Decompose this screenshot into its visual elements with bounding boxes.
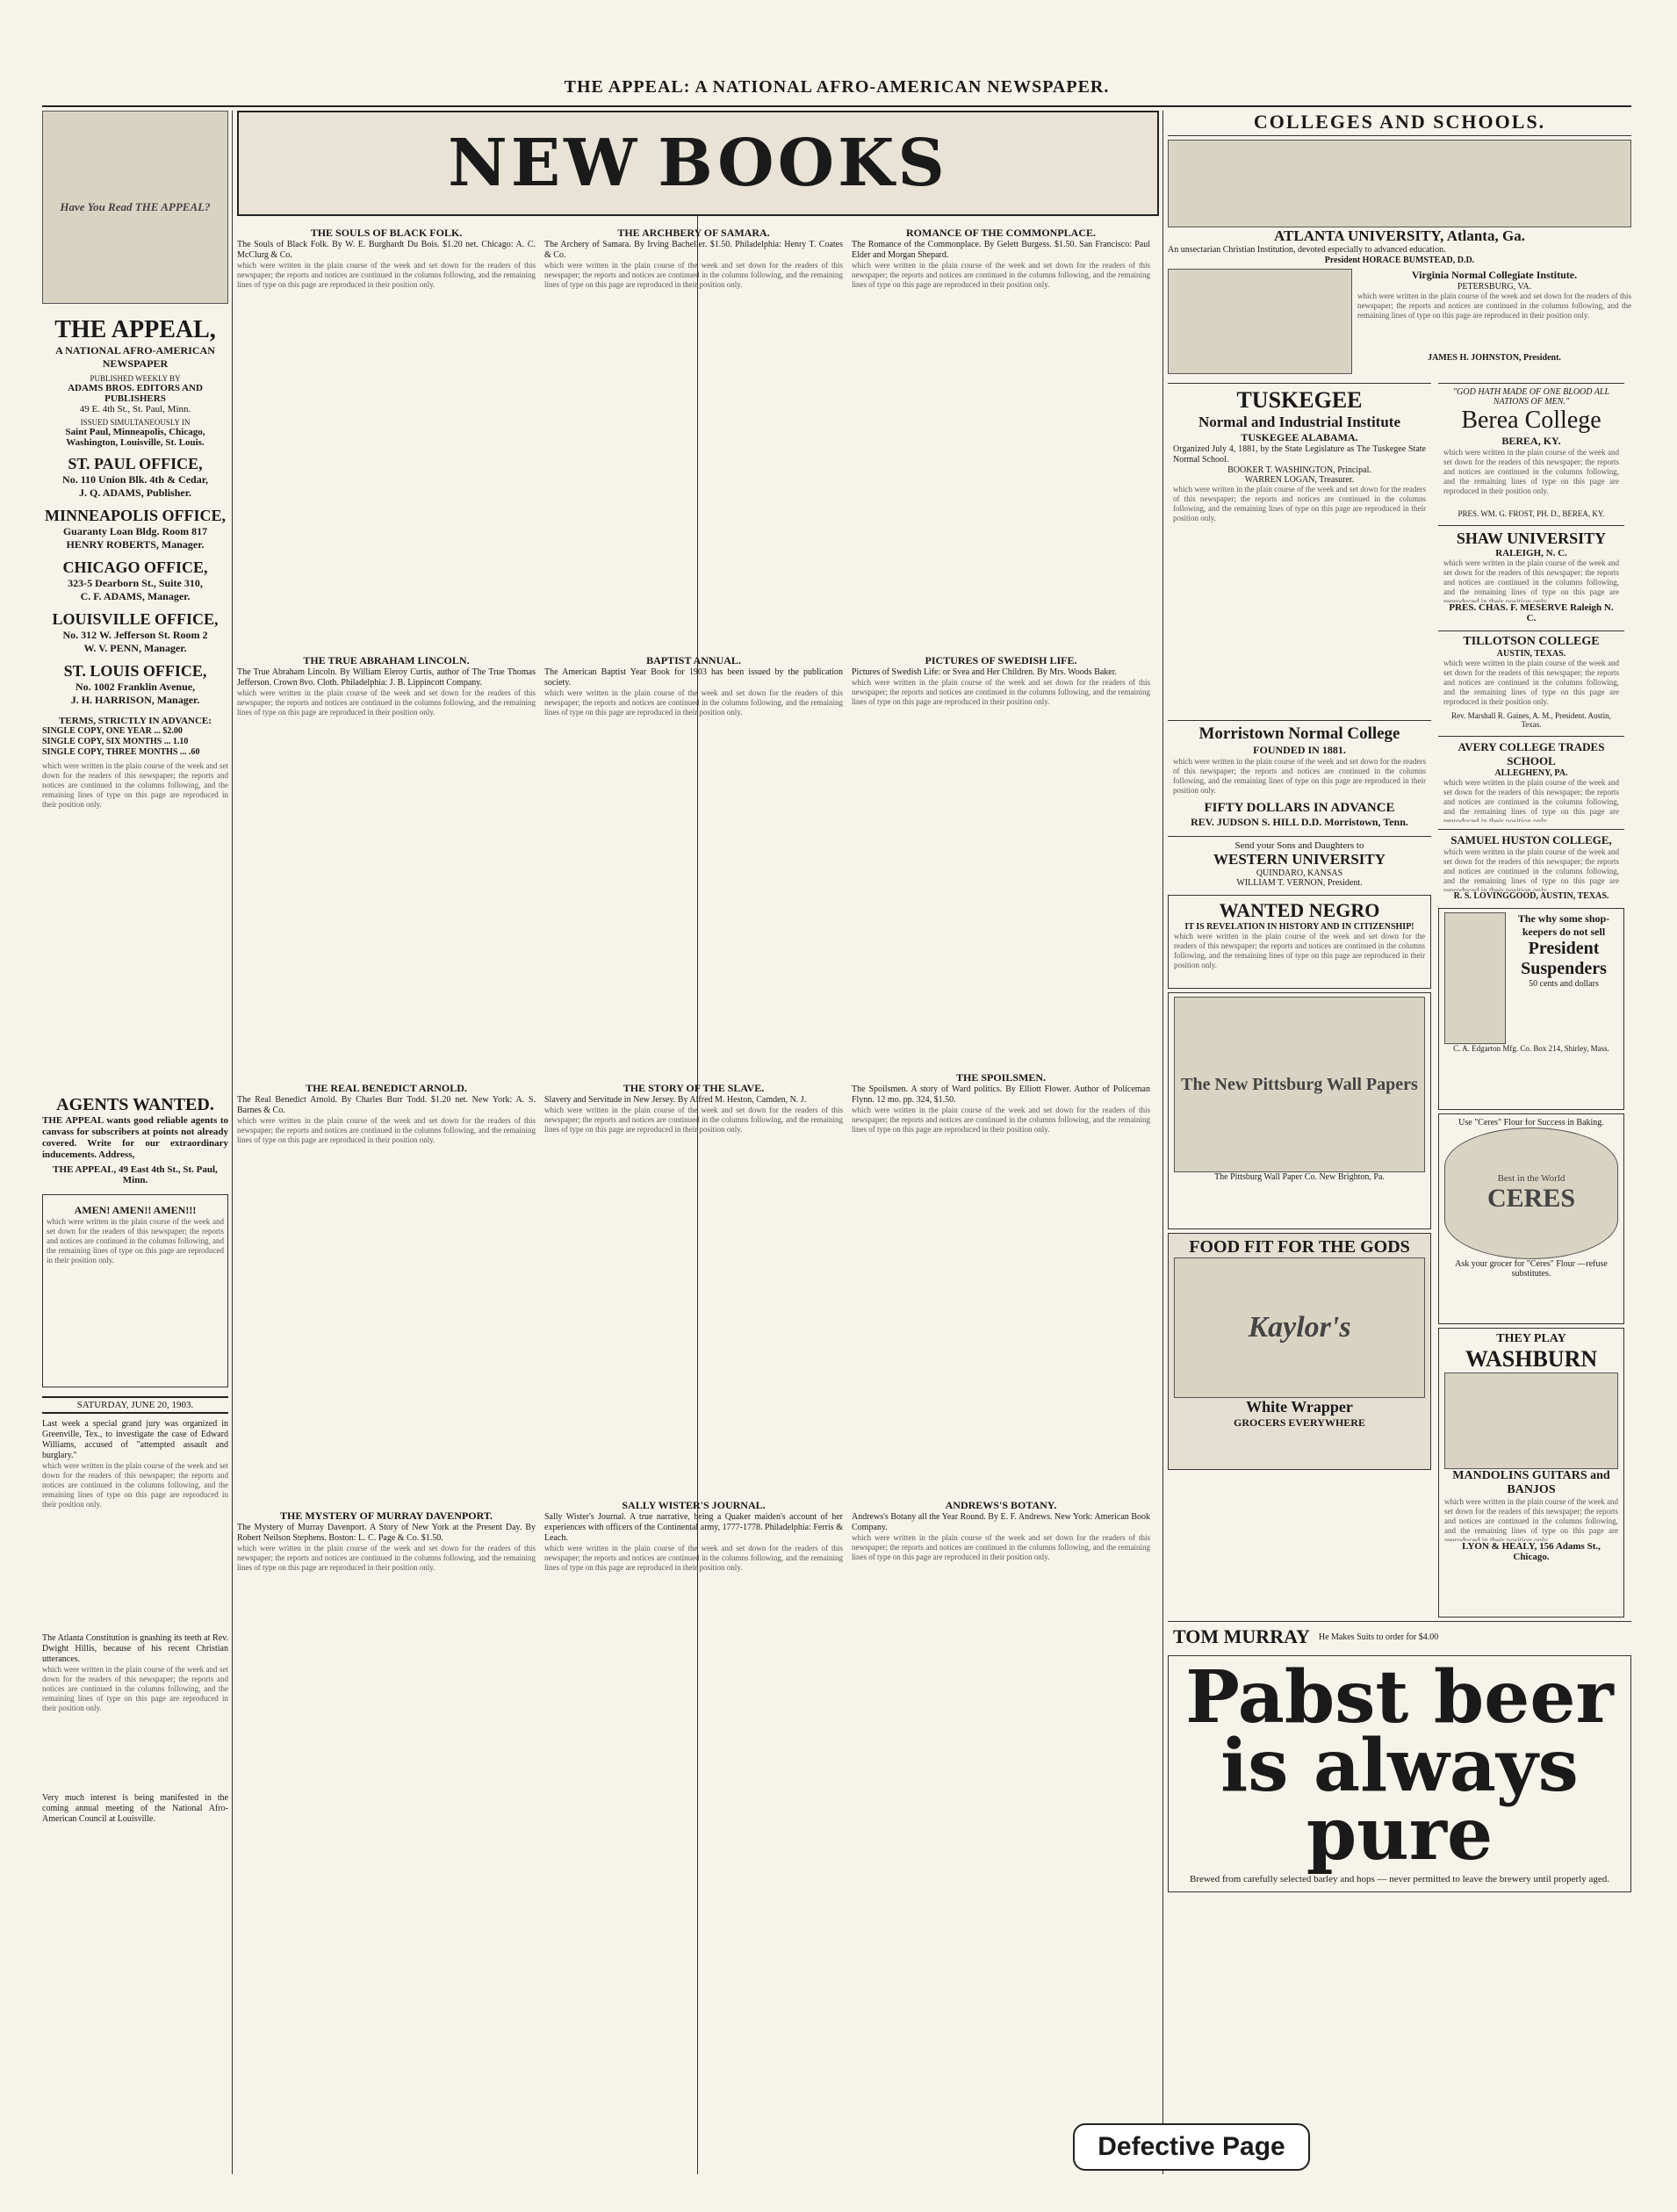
book-review-heading: THE ARCHBERY OF SAMARA.: [617, 227, 770, 239]
book-review-body: [852, 678, 1150, 1064]
kaylor-box-image: Kaylor's: [1174, 1257, 1425, 1398]
atlanta-text: An unsectarian Christian Institution, devoted especially to advanced education.: [1168, 245, 1446, 255]
amen-text: [47, 1217, 224, 1375]
western-lead: Send your Sons and Daughters to: [1234, 840, 1364, 851]
office-block: [42, 507, 228, 551]
ceres-foot: Ask your grocer for "Ceres" Flour —refuse substitutes.: [1455, 1259, 1608, 1279]
avery-text: [1443, 778, 1619, 822]
virginia-text: [1357, 292, 1631, 353]
book-review: [544, 227, 843, 647]
tuskegee-treasurer: WARREN LOGAN, Treasurer.: [1244, 475, 1355, 485]
pabst-foot: Brewed from carefully selected barley and hops — never permitted to leave the brewery until properly aged.: [1189, 1874, 1609, 1884]
office-name: LOUISVILLE OFFICE,: [52, 610, 219, 628]
issue-date: SATURDAY, JUNE 20, 1903.: [42, 1396, 228, 1414]
shaw-ad: [1438, 525, 1624, 627]
book-review-heading: THE TRUE ABRAHAM LINCOLN.: [303, 654, 470, 666]
wallpaper-ad: [1168, 992, 1431, 1229]
virginia-building-image: [1168, 269, 1352, 374]
office-address: No. 312 W. Jefferson St. Room 2: [62, 629, 208, 641]
book-review-body: [237, 1116, 536, 1502]
wallpaper-roll-image: [1174, 997, 1425, 1172]
office-address: No. 1002 Franklin Avenue,: [75, 681, 196, 693]
issued-cities: Saint Paul, Minneapolis, Chicago, Washington, Louisville, St. Louis.: [65, 427, 205, 448]
office-address: 323-5 Dearborn St., Suite 310,: [68, 577, 203, 589]
office-block: [42, 662, 228, 707]
book-review-lead: The Mystery of Murray Davenport. A Story of New York at the Present Day. By Robert Neilson Stephens. Boston: L. C. Page & Co. $1.50.: [237, 1523, 536, 1543]
column-rule: [1162, 111, 1163, 2174]
morristown-title: Morristown Normal College: [1198, 724, 1400, 743]
tillotson-place: AUSTIN, TEXAS.: [1496, 649, 1566, 659]
office-name: CHICAGO OFFICE,: [62, 558, 208, 576]
kaylor-foot: White Wrapper: [1246, 1398, 1353, 1416]
books-column: [544, 221, 843, 1937]
negro-title: WANTED NEGRO: [1219, 899, 1380, 921]
morristown-price: FIFTY DOLLARS IN ADVANCE: [1204, 801, 1395, 815]
office-manager: J. H. HARRISON, Manager.: [70, 694, 200, 706]
tuskegee-principal: BOOKER T. WASHINGTON, Principal.: [1227, 465, 1371, 475]
wallpaper-maker: The Pittsburg Wall Paper Co. New Brighton, Pa.: [1214, 1172, 1385, 1182]
book-review-body: [237, 1544, 536, 1930]
morristown-text: [1173, 757, 1426, 801]
office-list: [42, 455, 228, 707]
books-column: [852, 221, 1150, 1937]
virginia-place: PETERSBURG, VA.: [1457, 282, 1532, 292]
column-masthead-info: [42, 111, 228, 2174]
atlanta-president: President HORACE BUMSTEAD, D.D.: [1324, 256, 1475, 265]
morristown-president: REV. JUDSON S. HILL D.D. Morristown, Tenn.: [1191, 816, 1408, 828]
book-review-heading: THE SPOILSMEN.: [955, 1071, 1047, 1084]
huston-ad: [1438, 829, 1624, 904]
publishers: ADAMS BROS. EDITORS AND PUBLISHERS: [68, 383, 203, 404]
book-review-heading: THE REAL BENEDICT ARNOLD.: [306, 1082, 467, 1094]
book-review-lead: The Souls of Black Folk. By W. E. Burghardt Du Bois. $1.20 net. Chicago: A. C. McClurg & Co.: [237, 240, 536, 260]
book-review-body: [852, 1106, 1150, 1492]
washburn-maker: LYON & HEALY, 156 Adams St., Chicago.: [1462, 1541, 1601, 1562]
office-block: [42, 455, 228, 500]
book-review-body: [544, 1544, 843, 1930]
berea-place: BEREA, KY.: [1501, 435, 1561, 447]
avery-ad: [1438, 736, 1624, 825]
book-review-body: [237, 261, 536, 647]
office-block: [42, 610, 228, 655]
flour-barrel-image: [1444, 1128, 1618, 1259]
kaylor-ad: [1168, 1233, 1431, 1470]
tillotson-title: TILLOTSON COLLEGE: [1463, 635, 1600, 648]
agents-address: THE APPEAL, 49 East 4th St., St. Paul, Minn.: [53, 1164, 218, 1185]
suspenders-maker: C. A. Edgarton Mfg. Co. Box 214, Shirley, Mass.: [1453, 1044, 1609, 1053]
book-review-lead: Andrews's Botany all the Year Round. By E. F. Andrews. New York: American Book Company.: [852, 1512, 1150, 1532]
tuskegee-text: Organized July 4, 1881, by the State Legislature as The Tuskegee State Normal School.: [1173, 444, 1426, 465]
college-ads-grid: [1168, 379, 1631, 1618]
ceres-ad: [1438, 1113, 1624, 1324]
tillotson-ad: [1438, 630, 1624, 732]
publisher-address: 49 E. 4th St., St. Paul, Minn.: [79, 404, 191, 414]
book-review-heading: THE SOULS OF BLACK FOLK.: [310, 227, 463, 239]
negro-book-ad: [1168, 895, 1431, 989]
pabst-ad: [1168, 1655, 1631, 1892]
office-address: Guaranty Loan Bldg. Room 817: [62, 525, 208, 537]
berea-text: [1443, 448, 1619, 509]
pabst-line1: Pabst beer: [1185, 1655, 1614, 1740]
book-review-lead: The True Abraham Lincoln. By William Eleroy Curtis, author of The True Thomas Jefferson. Crown 8vo. Cloth. Philadelphia: J. B. Lippincott Company.: [237, 667, 536, 688]
tuskegee-ad: [1168, 383, 1431, 717]
office-manager: HENRY ROBERTS, Manager.: [66, 538, 205, 551]
murray-ad: [1168, 1621, 1631, 1652]
morristown-ad: [1168, 720, 1431, 832]
tuskegee-place: TUSKEGEE ALABAMA.: [1241, 431, 1358, 443]
new-books-banner: [237, 111, 1159, 216]
office-manager: W. V. PENN, Manager.: [83, 642, 187, 654]
banner-new: NEW: [448, 126, 641, 201]
ceres-head: Use "Ceres" Flour for Success in Baking.: [1458, 1118, 1604, 1128]
tuskegee-details: [1173, 485, 1426, 713]
books-columns: [237, 221, 1159, 1937]
shaw-text: [1443, 558, 1619, 602]
college-ads-right: [1438, 379, 1624, 1618]
book-review-heading: ANDREWS'S BOTANY.: [945, 1499, 1057, 1511]
office-manager: J. Q. ADAMS, Publisher.: [79, 486, 191, 499]
suspenders-row: [1444, 912, 1618, 1044]
book-review: [237, 227, 536, 647]
office-name: MINNEAPOLIS OFFICE,: [44, 507, 226, 524]
book-review-heading: THE STORY OF THE SLAVE.: [623, 1082, 765, 1094]
pabst-line2: is always pure: [1220, 1724, 1579, 1877]
office-address: No. 110 Union Blk. 4th & Cedar,: [62, 473, 208, 486]
newspaper-page: [42, 77, 1631, 2185]
book-review-lead: The Romance of the Commonplace. By Gelett Burgess. $1.50. San Francisco: Paul Elder and Morgan Shepard.: [852, 240, 1150, 260]
editorial-2-cont: [42, 1665, 228, 1788]
masthead: THE APPEAL: A NATIONAL AFRO-AMERICAN NEWSPAPER.: [42, 77, 1631, 107]
tuskegee-sub: Normal and Industrial Institute: [1198, 414, 1400, 430]
column-rule: [232, 111, 233, 2174]
agents-text: THE APPEAL wants good reliable agents to canvass for subscribers at points not already covered. Write for our extraordinary inducements. Address,: [42, 1115, 228, 1160]
washburn-ad: [1438, 1328, 1624, 1618]
newsgirl-illustration: [42, 111, 228, 304]
book-review-lead: Slavery and Servitude in New Jersey. By Alfred M. Heston, Camden, N. J.: [544, 1095, 807, 1105]
advertisements-column: [1168, 111, 1631, 2174]
negro-text: IT IS REVELATION IN HISTORY AND IN CITIZENSHIP!: [1184, 922, 1414, 932]
new-books-section: [237, 111, 1159, 2174]
western-title: WESTERN UNIVERSITY: [1213, 851, 1386, 868]
paper-name: THE APPEAL,: [54, 316, 216, 343]
western-place: QUINDARO, KANSAS: [1256, 868, 1343, 878]
book-review: [852, 1499, 1150, 1920]
murray-text: He Makes Suits to order for $4.00: [1318, 1632, 1439, 1642]
huston-president: R. S. LOVINGGOOD, AUSTIN, TEXAS.: [1453, 891, 1609, 901]
book-review-body: [852, 261, 1150, 647]
avery-place: ALLEGHENY, PA.: [1494, 768, 1568, 778]
office-block: [42, 558, 228, 603]
book-review-heading: ROMANCE OF THE COMMONPLACE.: [906, 227, 1096, 239]
shaw-place: RALEIGH, N. C.: [1495, 548, 1567, 558]
editorial-1-cont: [42, 1461, 228, 1628]
ceres-title: CERES: [1486, 1184, 1576, 1213]
office-manager: C. F. ADAMS, Manager.: [80, 590, 191, 602]
book-review-heading: PICTURES OF SWEDISH LIFE.: [925, 654, 1077, 666]
editorial-2: The Atlanta Constitution is gnashing its teeth at Rev. Dwight Hillis, because of his recent Christian utterances.: [42, 1633, 228, 1664]
suspenders-head: The why some shop-keepers do not sell: [1517, 912, 1610, 938]
book-review: [237, 654, 536, 1075]
huston-title: SAMUEL HUSTON COLLEGE,: [1450, 833, 1612, 847]
banner-books: BOOKS: [658, 126, 948, 201]
suspenders-title: President Suspenders: [1521, 939, 1607, 978]
published-line: PUBLISHED WEEKLY BY: [90, 374, 181, 383]
issued-line: ISSUED SIMULTANEOUSLY IN: [80, 418, 191, 427]
book-review: [544, 1499, 843, 1930]
office-name: ST. PAUL OFFICE,: [68, 455, 203, 472]
book-review-body: [544, 261, 843, 647]
washburn-title: WASHBURN: [1465, 1346, 1598, 1372]
amen-box: [42, 1194, 228, 1387]
virginia-title: Virginia Normal Collegiate Institute.: [1411, 269, 1578, 281]
book-review: [237, 1509, 536, 1930]
negro-details: [1174, 932, 1425, 984]
washburn-head: THEY PLAY: [1496, 1332, 1566, 1345]
notice-text: [42, 761, 228, 1086]
suspenders-price: 50 cents and dollars: [1529, 979, 1599, 989]
book-review-body: [237, 688, 536, 1075]
western-ad: [1168, 836, 1431, 891]
suspenders-ad: [1438, 908, 1624, 1110]
virginia-ad: [1357, 269, 1631, 374]
book-review-body: [544, 688, 843, 1075]
book-review: [544, 654, 843, 1075]
murray-title: TOM MURRAY: [1173, 1625, 1310, 1647]
terms-line: SINGLE COPY, ONE YEAR ... $2.00: [42, 726, 183, 736]
cartoon-caption: Have You Read THE APPEAL?: [60, 200, 211, 213]
book-review-heading: THE MYSTERY OF MURRAY DAVENPORT.: [280, 1509, 493, 1522]
virginia-row: [1168, 269, 1631, 374]
book-review-body: [544, 1106, 843, 1492]
tuskegee-title: TUSKEGEE: [1236, 387, 1363, 413]
berea-quote: "GOD HATH MADE OF ONE BLOOD ALL NATIONS OF MEN.": [1452, 387, 1610, 407]
colleges-heading: COLLEGES AND SCHOOLS.: [1168, 111, 1631, 136]
book-review-lead: The Real Benedict Arnold. By Charles Burr Todd. $1.20 net. New York: A. S. Barnes & Co.: [237, 1095, 536, 1115]
book-review-body: [852, 1533, 1150, 1920]
book-review-lead: The American Baptist Year Book for 1903 has been issued by the publication society.: [544, 667, 843, 688]
terms-heading: TERMS, STRICTLY IN ADVANCE:: [59, 716, 212, 726]
shaw-title: SHAW UNIVERSITY: [1456, 530, 1607, 547]
editorial-3: Very much interest is being manifested in the coming annual meeting of the National Afro-American Council at Louisville.: [42, 1793, 228, 1824]
suspenders-image: [1444, 912, 1506, 1044]
berea-president: PRES. WM. G. FROST, PH. D., BEREA, KY.: [1457, 509, 1605, 518]
book-review-heading: BAPTIST ANNUAL.: [646, 654, 741, 666]
ceres-sub: Best in the World: [1497, 1173, 1565, 1184]
agents-heading: AGENTS WANTED.: [56, 1095, 214, 1114]
book-review: [544, 1082, 843, 1492]
morristown-founded: FOUNDED IN 1881.: [1253, 744, 1346, 756]
terms-line: SINGLE COPY, THREE MONTHS ... .60: [42, 747, 200, 757]
office-name: ST. LOUIS OFFICE,: [63, 662, 207, 680]
berea-title: Berea College: [1461, 407, 1601, 434]
berea-ad: [1438, 383, 1624, 522]
book-review-lead: Pictures of Swedish Life: or Svea and Her Children. By Mrs. Woods Baker.: [852, 667, 1118, 677]
washburn-text: [1444, 1497, 1618, 1541]
huston-text: [1443, 847, 1619, 891]
atlanta-buildings-image: [1168, 140, 1631, 227]
terms-line: SINGLE COPY, SIX MONTHS ... 1.10: [42, 737, 189, 746]
book-review: [852, 654, 1150, 1064]
book-review-lead: The Archery of Samara. By Irving Bacheller. $1.50. Philadelphia: Henry T. Coates & Co.: [544, 240, 843, 260]
amen-heading: AMEN! AMEN!! AMEN!!!: [74, 1204, 197, 1216]
tillotson-president: Rev. Marshall R. Gaines, A. M., President. Austin, Texas.: [1451, 711, 1611, 729]
book-review-lead: The Spoilsmen. A story of Ward politics. By Elliott Flower. Author of Policeman Flynn. 12 mo. pp. 324, $1.50.: [852, 1084, 1150, 1105]
tillotson-text: [1443, 659, 1619, 711]
book-review: [237, 1082, 536, 1502]
book-review: [852, 1071, 1150, 1492]
musicians-image: [1444, 1373, 1618, 1469]
book-review: [852, 227, 1150, 647]
college-ads-left: [1168, 379, 1431, 1618]
book-review-heading: SALLY WISTER'S JOURNAL.: [622, 1499, 766, 1511]
editorial-1: Last week a special grand jury was organized in Greenville, Tex., to investigate the case of Edward Williams, accused of "attempted assault and burglary.": [42, 1419, 228, 1460]
western-president: WILLIAM T. VERNON, President.: [1236, 878, 1363, 888]
book-review-lead: Sally Wister's Journal. A true narrative, being a Quaker maiden's account of her experiences with officers of the Continental army, 1777-1778. Philadelphia: Ferris & Leach.: [544, 1512, 843, 1543]
wallpaper-title: The New Pittsburg Wall Papers: [1181, 1074, 1418, 1094]
avery-title: AVERY COLLEGE TRADES SCHOOL: [1457, 740, 1605, 767]
books-column: [237, 221, 536, 1937]
virginia-president: JAMES H. JOHNSTON, President.: [1428, 353, 1561, 363]
kaylor-head: FOOD FIT FOR THE GODS: [1189, 1237, 1410, 1257]
kaylor-sub: GROCERS EVERYWHERE: [1234, 1416, 1365, 1429]
suspenders-copy: [1509, 912, 1618, 1044]
defective-page-stamp: Defective Page: [1073, 2123, 1310, 2171]
paper-subtitle: A NATIONAL AFRO-AMERICAN NEWSPAPER: [55, 344, 215, 370]
washburn-sub: MANDOLINS GUITARS and BANJOS: [1452, 1469, 1610, 1496]
atlanta-title: ATLANTA UNIVERSITY, Atlanta, Ga.: [1274, 227, 1525, 244]
shaw-president: PRES. CHAS. F. MESERVE Raleigh N. C.: [1449, 602, 1614, 623]
terms-list: [42, 726, 228, 758]
